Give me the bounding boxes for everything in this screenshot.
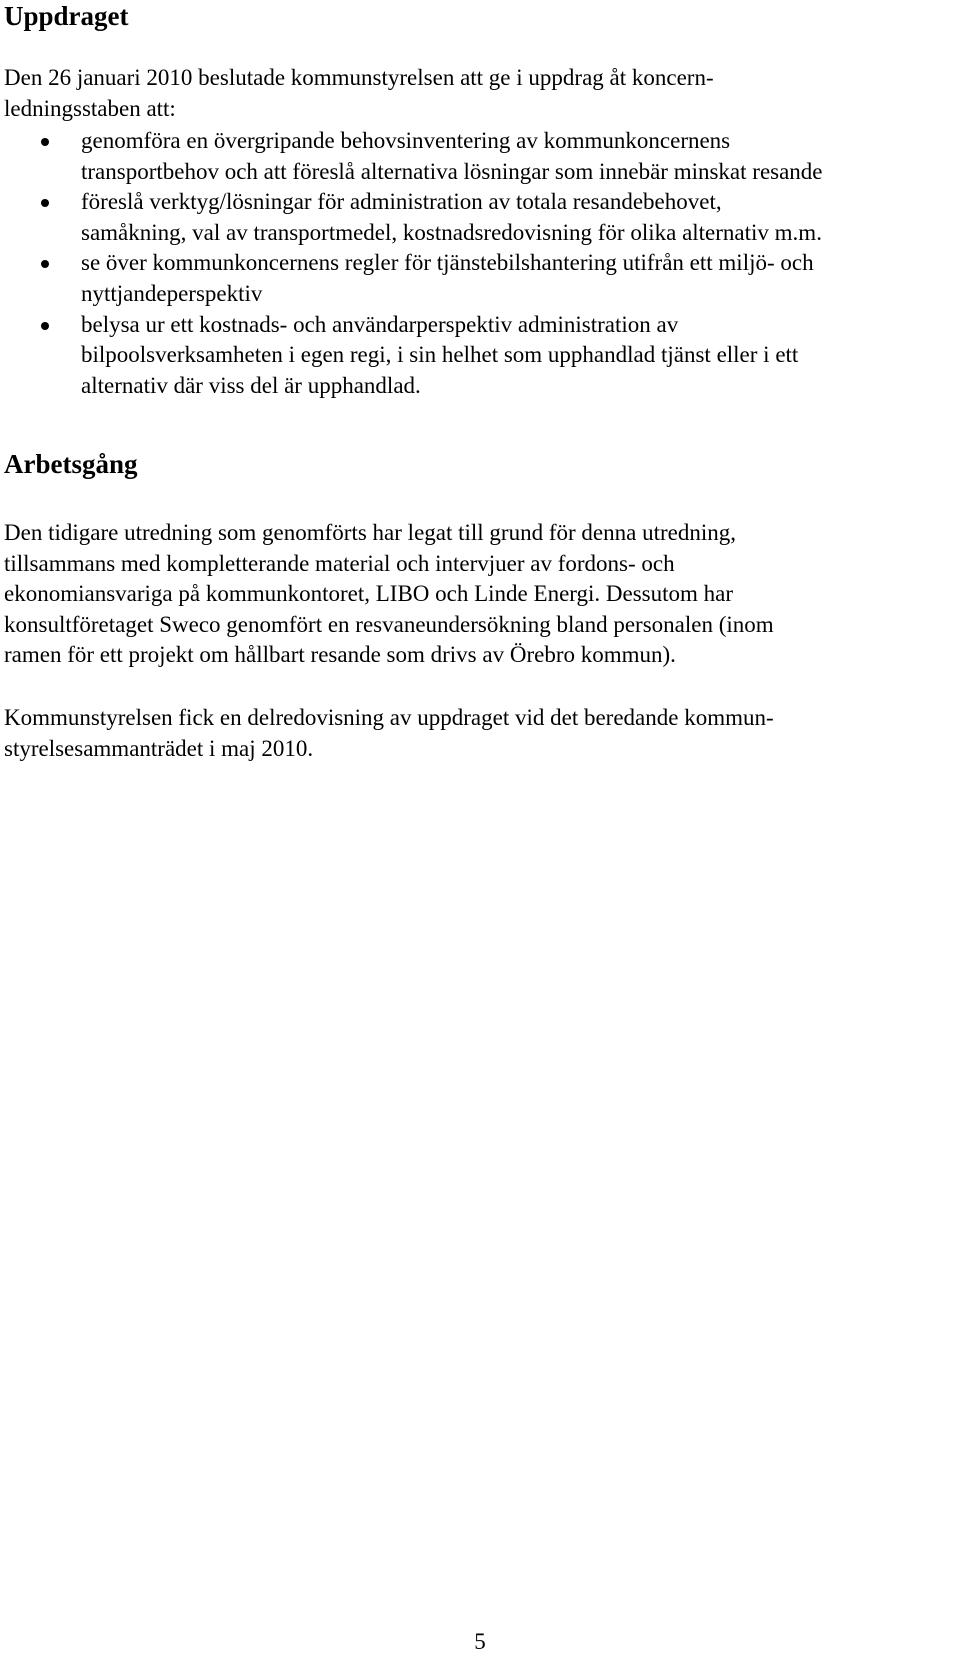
text-line: nyttjandeperspektiv	[81, 280, 263, 306]
bullet-dot-icon	[41, 138, 49, 146]
interim-report-paragraph	[4, 703, 944, 764]
text-line: Kommunstyrelsen fick en delredovisning av uppdraget vid det beredande kommun-	[4, 705, 774, 730]
bullet-dot-icon	[41, 322, 49, 330]
text-line: ledningsstaben att:	[4, 95, 176, 121]
text-line: konsultföretaget Sweco genomfört en resvaneundersökning bland personalen (inom	[4, 611, 774, 637]
list-item	[0, 310, 940, 402]
assignment-bullet-list	[0, 126, 940, 401]
text-line: bilpoolsverksamheten i egen regi, i sin helhet som upphandlad tjänst eller i ett	[81, 342, 799, 368]
section-heading-uppdraget: Uppdraget	[4, 1, 129, 31]
list-item	[0, 248, 940, 309]
text-line: samåkning, val av transportmedel, kostnadsredovisning för olika alternativ m.m.	[81, 219, 822, 245]
intro-paragraph	[4, 63, 944, 124]
text-line: transportbehov och att föreslå alternativa lösningar som innebär minskat resande	[81, 158, 823, 184]
page-number: 5	[474, 1629, 486, 1654]
text-line: genomföra en övergripande behovsinventering av kommunkoncernens	[81, 128, 731, 153]
text-line: ekonomiansvariga på kommunkontoret, LIBO och Linde Energi. Dessutom har	[4, 581, 734, 607]
list-item	[0, 126, 940, 187]
bullet-dot-icon	[41, 199, 49, 207]
text-line: styrelsesammanträdet i maj 2010.	[4, 735, 314, 761]
list-item	[0, 187, 940, 248]
text-line: alternativ där viss del är upphandlad.	[81, 372, 421, 398]
section-heading-arbetsgang: Arbetsgång	[4, 449, 138, 479]
text-line: tillsammans med kompletterande material och intervjuer av fordons- och	[4, 550, 675, 576]
text-line: ramen för ett projekt om hållbart resande som drivs av Örebro kommun).	[4, 642, 676, 668]
text-line: föreslå verktyg/lösningar för administration av totala resandebehovet,	[81, 189, 722, 215]
bullet-dot-icon	[41, 260, 49, 268]
text-line: Den 26 januari 2010 beslutade kommunstyrelsen att ge i uppdrag åt koncern-	[4, 65, 714, 90]
text-line: Den tidigare utredning som genomförts har legat till grund för denna utredning,	[4, 520, 736, 545]
text-line: se över kommunkoncernens regler för tjänstebilshantering utifrån ett miljö- och	[81, 250, 814, 276]
work-process-paragraph	[4, 518, 944, 671]
text-line: belysa ur ett kostnads- och användarperspektiv administration av	[81, 311, 679, 337]
